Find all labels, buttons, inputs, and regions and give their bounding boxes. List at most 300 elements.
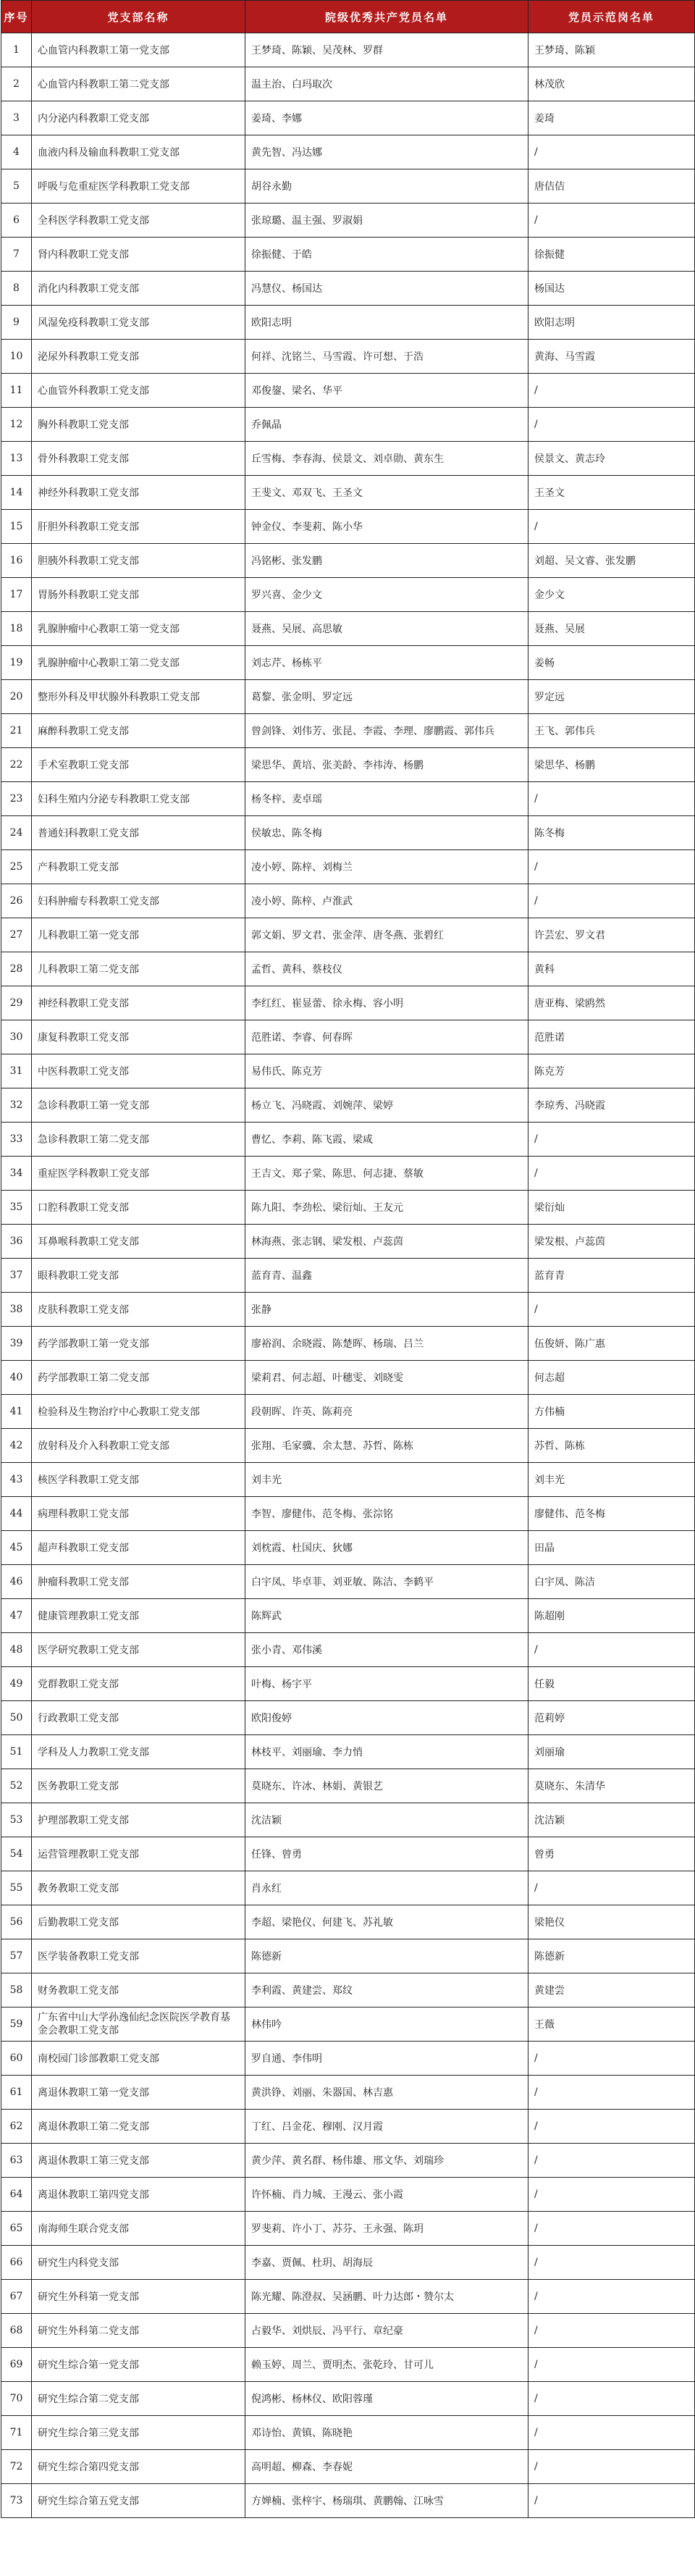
row-index: 64: [1, 2178, 32, 2212]
table-row: [1, 918, 695, 952]
model-post-members: 杨国达: [528, 272, 695, 306]
outstanding-members: 王斐文、邓双飞、王圣文: [245, 476, 528, 510]
row-index: 2: [1, 67, 32, 101]
table-row: [1, 1054, 695, 1088]
model-post-members: 莫晓东、朱清华: [528, 1769, 695, 1803]
table-row: [1, 1735, 695, 1769]
model-post-members: 林茂欣: [528, 67, 695, 101]
model-post-members: 苏哲、陈栋: [528, 1429, 695, 1463]
outstanding-members: 陈辉武: [245, 1599, 528, 1633]
outstanding-members: 张小青、邓伟溪: [245, 1633, 528, 1667]
branch-name: 产科教职工党支部: [32, 850, 245, 884]
branch-name: 后勤教职工党支部: [32, 1905, 245, 1939]
row-index: 42: [1, 1429, 32, 1463]
branch-name: 消化内科教职工党支部: [32, 272, 245, 306]
outstanding-members: 林伟吟: [245, 2007, 528, 2042]
outstanding-members: 黄洪铮、刘丽、朱器国、林吉惠: [245, 2076, 528, 2110]
outstanding-members: 姜琦、李娜: [245, 101, 528, 135]
row-index: 53: [1, 1803, 32, 1837]
branch-name: 广东省中山大学孙逸仙纪念医院医学教育基金会教职工党支部: [32, 2007, 245, 2042]
outstanding-members: 罗自通、李伟明: [245, 2042, 528, 2076]
outstanding-members: 徐振健、于皓: [245, 238, 528, 272]
branch-name: 研究生综合第二党支部: [32, 2382, 245, 2416]
table-row: [1, 2076, 695, 2110]
branch-name: 中医科教职工党支部: [32, 1054, 245, 1088]
model-post-members: 王梦琦、陈颖: [528, 33, 695, 67]
model-post-members: 方伟楠: [528, 1395, 695, 1429]
table-row: [1, 544, 695, 578]
table-row: [1, 1259, 695, 1293]
branch-name: 离退休教职工第二党支部: [32, 2110, 245, 2144]
outstanding-members: 胡谷永勤: [245, 169, 528, 204]
table-row: [1, 2212, 695, 2246]
branch-name: 整形外科及甲状腺外科教职工党支部: [32, 680, 245, 714]
branch-name: 学科及人力教职工党支部: [32, 1735, 245, 1769]
row-index: 51: [1, 1735, 32, 1769]
outstanding-members: 冯慧仪、杨国达: [245, 272, 528, 306]
row-index: 39: [1, 1327, 32, 1361]
branch-name: 行政教职工党支部: [32, 1701, 245, 1735]
row-index: 46: [1, 1565, 32, 1599]
row-index: 63: [1, 2144, 32, 2178]
branch-name: 检验科及生物治疗中心教职工党支部: [32, 1395, 245, 1429]
model-post-members: 黄科: [528, 952, 695, 986]
table-row: [1, 986, 695, 1020]
header-row: [1, 1, 695, 33]
table-row: [1, 33, 695, 67]
model-post-members: /: [528, 1293, 695, 1327]
table-row: [1, 680, 695, 714]
model-post-members: 沈洁颖: [528, 1803, 695, 1837]
model-post-members: 刘丽瑜: [528, 1735, 695, 1769]
table-row: [1, 1803, 695, 1837]
table-row: [1, 2246, 695, 2280]
row-index: 56: [1, 1905, 32, 1939]
outstanding-members: 梁思华、黄培、张美龄、李祎涛、杨鹏: [245, 748, 528, 782]
row-index: 55: [1, 1871, 32, 1905]
row-index: 61: [1, 2076, 32, 2110]
outstanding-members: 邓诗怡、黄镇、陈晓艳: [245, 2416, 528, 2450]
table-row: [1, 748, 695, 782]
row-index: 27: [1, 918, 32, 952]
outstanding-members: 叶梅、杨宇平: [245, 1667, 528, 1701]
row-index: 68: [1, 2314, 32, 2348]
row-index: 66: [1, 2246, 32, 2280]
table-row: [1, 374, 695, 408]
row-index: 14: [1, 476, 32, 510]
model-post-members: /: [528, 2484, 695, 2518]
outstanding-members: 凌小婷、陈梓、卢淮武: [245, 884, 528, 918]
outstanding-members: 林海燕、张志钢、梁发根、卢蕊茵: [245, 1225, 528, 1259]
row-index: 1: [1, 33, 32, 67]
model-post-members: 梁思华、杨鹏: [528, 748, 695, 782]
row-index: 15: [1, 510, 32, 544]
row-index: 32: [1, 1088, 32, 1123]
table-row: [1, 1225, 695, 1259]
row-index: 60: [1, 2042, 32, 2076]
branch-name: 心血管外科教职工党支部: [32, 374, 245, 408]
model-post-members: /: [528, 2416, 695, 2450]
model-post-members: /: [528, 2450, 695, 2484]
outstanding-members: 李超、梁艳仪、何建飞、苏礼敏: [245, 1905, 528, 1939]
branch-name: 内分泌内科教职工党支部: [32, 101, 245, 135]
branch-name: 离退休教职工第一党支部: [32, 2076, 245, 2110]
outstanding-members: 李智、廖健伟、范冬梅、张淙铭: [245, 1497, 528, 1531]
branch-name: 药学部教职工第一党支部: [32, 1327, 245, 1361]
row-index: 54: [1, 1837, 32, 1871]
branch-name: 神经科教职工党支部: [32, 986, 245, 1020]
branch-name: 研究生综合第一党支部: [32, 2348, 245, 2382]
model-post-members: 徐振健: [528, 238, 695, 272]
outstanding-members: 陈德新: [245, 1939, 528, 1973]
outstanding-members: 倪鸿彬、杨林仪、欧阳蓉瑾: [245, 2382, 528, 2416]
model-post-members: 金少文: [528, 578, 695, 612]
branch-name: 研究生综合第三党支部: [32, 2416, 245, 2450]
outstanding-members: 占毅华、刘烘辰、冯平行、章纪豪: [245, 2314, 528, 2348]
table-row: [1, 1088, 695, 1123]
branch-name: 麻醉科教职工党支部: [32, 714, 245, 748]
branch-name: 运营管理教职工党支部: [32, 1837, 245, 1871]
outstanding-members: 郭文娟、罗文君、张金萍、唐冬燕、张碧红: [245, 918, 528, 952]
branch-name: 医务教职工党支部: [32, 1769, 245, 1803]
row-index: 3: [1, 101, 32, 135]
table-row: [1, 476, 695, 510]
model-post-members: /: [528, 2212, 695, 2246]
model-post-members: /: [528, 204, 695, 238]
table-row: [1, 1020, 695, 1054]
branch-name: 心血管内科教职工第一党支部: [32, 33, 245, 67]
row-index: 72: [1, 2450, 32, 2484]
row-index: 18: [1, 612, 32, 646]
branch-name: 离退休教职工第四党支部: [32, 2178, 245, 2212]
branch-name: 医学研究教职工党支部: [32, 1633, 245, 1667]
row-index: 16: [1, 544, 32, 578]
model-post-members: 廖健伟、范冬梅: [528, 1497, 695, 1531]
outstanding-members: 孟哲、黄科、蔡枝仪: [245, 952, 528, 986]
outstanding-members: 曹忆、李莉、陈飞霞、梁咸: [245, 1123, 528, 1157]
outstanding-members: 聂燕、吴展、高思敏: [245, 612, 528, 646]
table-row: [1, 1123, 695, 1157]
outstanding-members: 侯敏忠、陈冬梅: [245, 816, 528, 850]
model-post-members: 刘超、吴文睿、张发鹏: [528, 544, 695, 578]
outstanding-members: 何祥、沈铭兰、马雪霞、许可想、于浩: [245, 340, 528, 374]
branch-name: 研究生综合第四党支部: [32, 2450, 245, 2484]
table-row: [1, 2416, 695, 2450]
table-row: [1, 1633, 695, 1667]
outstanding-members: 高明超、柳森、李春妮: [245, 2450, 528, 2484]
branch-name: 药学部教职工第二党支部: [32, 1361, 245, 1395]
model-post-members: 聂燕、吴展: [528, 612, 695, 646]
row-index: 62: [1, 2110, 32, 2144]
model-post-members: 黄建尝: [528, 1973, 695, 2007]
model-post-members: 陈超刚: [528, 1599, 695, 1633]
row-index: 22: [1, 748, 32, 782]
model-post-members: 侯景文、黄志玲: [528, 442, 695, 476]
outstanding-members: 肖永红: [245, 1871, 528, 1905]
branch-name: 医学装备教职工党支部: [32, 1939, 245, 1973]
outstanding-members: 温主治、白玛取次: [245, 67, 528, 101]
table-row: [1, 1463, 695, 1497]
row-index: 11: [1, 374, 32, 408]
outstanding-members: 刘志芹、杨栋平: [245, 646, 528, 680]
row-index: 67: [1, 2280, 32, 2314]
model-post-members: /: [528, 2110, 695, 2144]
branch-name: 肿瘤科教职工党支部: [32, 1565, 245, 1599]
row-index: 47: [1, 1599, 32, 1633]
branch-name: 研究生外科第二党支部: [32, 2314, 245, 2348]
row-index: 52: [1, 1769, 32, 1803]
table-row: [1, 169, 695, 204]
table-row: [1, 782, 695, 816]
branch-name: 眼科教职工党支部: [32, 1259, 245, 1293]
outstanding-members: 欧阳志明: [245, 306, 528, 340]
table-row: [1, 2178, 695, 2212]
outstanding-members: 廖裕润、余晓霞、陈楚晖、杨瑞、吕兰: [245, 1327, 528, 1361]
model-post-members: 唐亚梅、梁鸥然: [528, 986, 695, 1020]
branch-name: 重症医学科教职工党支部: [32, 1157, 245, 1191]
outstanding-members: 范胜诺、李睿、何春晖: [245, 1020, 528, 1054]
outstanding-members: 乔佩晶: [245, 408, 528, 442]
outstanding-members: 钟金仪、李斐莉、陈小华: [245, 510, 528, 544]
model-post-members: 陈冬梅: [528, 816, 695, 850]
branch-name: 乳腺肿瘤中心教职工第二党支部: [32, 646, 245, 680]
row-index: 29: [1, 986, 32, 1020]
model-post-members: 梁发根、卢蕊茵: [528, 1225, 695, 1259]
branch-name: 研究生综合第五党支部: [32, 2484, 245, 2518]
model-post-members: /: [528, 408, 695, 442]
outstanding-members: 王梦琦、陈颖、吴茂林、罗群: [245, 33, 528, 67]
table-row: [1, 204, 695, 238]
model-post-members: /: [528, 1633, 695, 1667]
row-index: 65: [1, 2212, 32, 2246]
model-post-members: /: [528, 2348, 695, 2382]
row-index: 69: [1, 2348, 32, 2382]
branch-name: 放射科及介入科教职工党支部: [32, 1429, 245, 1463]
row-index: 37: [1, 1259, 32, 1293]
table-row: [1, 1905, 695, 1939]
row-index: 20: [1, 680, 32, 714]
table-row: [1, 1361, 695, 1395]
branch-name: 全科医学科教职工党支部: [32, 204, 245, 238]
outstanding-members: 陈九阳、李劲松、梁衍灿、王友元: [245, 1191, 528, 1225]
row-index: 24: [1, 816, 32, 850]
model-post-members: 李琼秀、冯晓霞: [528, 1088, 695, 1123]
outstanding-members: 曾剑锋、刘伟芳、张昆、李霞、李理、廖鹏霞、郭伟兵: [245, 714, 528, 748]
branch-name: 乳腺肿瘤中心教职工第一党支部: [32, 612, 245, 646]
branch-name: 超声科教职工党支部: [32, 1531, 245, 1565]
table-row: [1, 2348, 695, 2382]
table-row: [1, 612, 695, 646]
outstanding-members: 张静: [245, 1293, 528, 1327]
model-post-members: 任毅: [528, 1667, 695, 1701]
table-row: [1, 2007, 695, 2042]
branch-name: 泌尿外科教职工党支部: [32, 340, 245, 374]
row-index: 40: [1, 1361, 32, 1395]
row-index: 25: [1, 850, 32, 884]
table-row: [1, 952, 695, 986]
outstanding-members: 杨冬梓、麦卓瑶: [245, 782, 528, 816]
table-row: [1, 442, 695, 476]
table-row: [1, 340, 695, 374]
row-index: 38: [1, 1293, 32, 1327]
branch-name: 急诊科教职工第一党支部: [32, 1088, 245, 1123]
model-post-members: /: [528, 1157, 695, 1191]
outstanding-members: 罗兴喜、金少文: [245, 578, 528, 612]
model-post-members: /: [528, 2382, 695, 2416]
branch-name: 血液内科及输血科教职工党支部: [32, 135, 245, 169]
table-row: [1, 1157, 695, 1191]
row-index: 43: [1, 1463, 32, 1497]
table-row: [1, 1327, 695, 1361]
model-post-members: 梁衍灿: [528, 1191, 695, 1225]
table-row: [1, 646, 695, 680]
row-index: 59: [1, 2007, 32, 2042]
model-post-members: /: [528, 884, 695, 918]
branch-name: 教务教职工党支部: [32, 1871, 245, 1905]
header-index: 序号: [1, 1, 32, 33]
table-row: [1, 2382, 695, 2416]
table-row: [1, 2144, 695, 2178]
outstanding-members: 李利霞、黄建尝、郑纹: [245, 1973, 528, 2007]
row-index: 70: [1, 2382, 32, 2416]
branch-name: 耳鼻喉科教职工党支部: [32, 1225, 245, 1259]
branch-name: 核医学科教职工党支部: [32, 1463, 245, 1497]
model-post-members: /: [528, 850, 695, 884]
table-body: [1, 33, 695, 2518]
outstanding-members: 丁红、吕金花、穆刚、汉月霞: [245, 2110, 528, 2144]
branch-name: 南校园门诊部教职工党支部: [32, 2042, 245, 2076]
model-post-members: 王薇: [528, 2007, 695, 2042]
table-row: [1, 578, 695, 612]
row-index: 50: [1, 1701, 32, 1735]
model-post-members: 范莉婷: [528, 1701, 695, 1735]
row-index: 73: [1, 2484, 32, 2518]
branch-name: 研究生外科第一党支部: [32, 2280, 245, 2314]
branch-name: 胃肠外科教职工党支部: [32, 578, 245, 612]
outstanding-members: 李红红、崔显蕾、徐永梅、容小明: [245, 986, 528, 1020]
row-index: 12: [1, 408, 32, 442]
table-row: [1, 408, 695, 442]
branch-name: 皮肤科教职工党支部: [32, 1293, 245, 1327]
model-post-members: 姜琦: [528, 101, 695, 135]
row-index: 10: [1, 340, 32, 374]
table-row: [1, 2484, 695, 2518]
branch-name: 胸外科教职工党支部: [32, 408, 245, 442]
row-index: 21: [1, 714, 32, 748]
branch-name: 康复科教职工党支部: [32, 1020, 245, 1054]
branch-name: 普通妇科教职工党支部: [32, 816, 245, 850]
table-row: [1, 67, 695, 101]
row-index: 49: [1, 1667, 32, 1701]
branch-name: 急诊科教职工第二党支部: [32, 1123, 245, 1157]
table-row: [1, 1429, 695, 1463]
model-post-members: 刘丰光: [528, 1463, 695, 1497]
outstanding-members: 李嘉、贾佩、杜玥、胡海辰: [245, 2246, 528, 2280]
outstanding-members: 赖玉婷、周兰、贾明杰、张乾玲、甘可儿: [245, 2348, 528, 2382]
outstanding-members: 方婵楠、张梓宇、杨瑞琪、黄鹏翰、江咏雪: [245, 2484, 528, 2518]
model-post-members: 范胜诺: [528, 1020, 695, 1054]
row-index: 7: [1, 238, 32, 272]
table-row: [1, 1599, 695, 1633]
model-post-members: /: [528, 2314, 695, 2348]
model-post-members: 许芸宏、罗文君: [528, 918, 695, 952]
row-index: 35: [1, 1191, 32, 1225]
model-post-members: 梁艳仪: [528, 1905, 695, 1939]
table-row: [1, 1701, 695, 1735]
row-index: 8: [1, 272, 32, 306]
outstanding-members: 杨立飞、冯晓霞、刘婉萍、梁婷: [245, 1088, 528, 1123]
table-row: [1, 850, 695, 884]
outstanding-members: 段朝晖、许英、陈莉亮: [245, 1395, 528, 1429]
outstanding-members: 刘枕霞、杜国庆、狄娜: [245, 1531, 528, 1565]
table-row: [1, 1395, 695, 1429]
branch-name: 心血管内科教职工第二党支部: [32, 67, 245, 101]
row-index: 26: [1, 884, 32, 918]
branch-name: 研究生内科党支部: [32, 2246, 245, 2280]
table-header: [1, 1, 695, 33]
table-row: [1, 1871, 695, 1905]
outstanding-members: 蓝育青、温鑫: [245, 1259, 528, 1293]
model-post-members: /: [528, 2246, 695, 2280]
outstanding-members: 张翔、毛家骥、余太慧、苏哲、陈栋: [245, 1429, 528, 1463]
branch-name: 骨外科教职工党支部: [32, 442, 245, 476]
table-row: [1, 1837, 695, 1871]
outstanding-members: 罗斐莉、许小丁、苏芬、王永强、陈玥: [245, 2212, 528, 2246]
model-post-members: 唐佶佶: [528, 169, 695, 204]
table-row: [1, 816, 695, 850]
table-row: [1, 1293, 695, 1327]
row-index: 6: [1, 204, 32, 238]
branch-name: 妇科肿瘤专科教职工党支部: [32, 884, 245, 918]
outstanding-members: 刘丰光: [245, 1463, 528, 1497]
row-index: 58: [1, 1973, 32, 2007]
table-row: [1, 2314, 695, 2348]
model-post-members: 姜畅: [528, 646, 695, 680]
header-branch-name: 党支部名称: [32, 1, 245, 33]
branch-name: 儿科教职工第二党支部: [32, 952, 245, 986]
branch-name: 南海师生联合党支部: [32, 2212, 245, 2246]
row-index: 5: [1, 169, 32, 204]
row-index: 28: [1, 952, 32, 986]
branch-name: 财务教职工党支部: [32, 1973, 245, 2007]
branch-name: 口腔科教职工党支部: [32, 1191, 245, 1225]
outstanding-members: 沈洁颖: [245, 1803, 528, 1837]
model-post-members: /: [528, 2144, 695, 2178]
header-model-post: 党员示范岗名单: [528, 1, 695, 33]
header-outstanding-members: 院级优秀共产党员名单: [245, 1, 528, 33]
row-index: 41: [1, 1395, 32, 1429]
table-row: [1, 1565, 695, 1599]
table-row: [1, 135, 695, 169]
table-row: [1, 1667, 695, 1701]
model-post-members: 欧阳志明: [528, 306, 695, 340]
table-row: [1, 2280, 695, 2314]
table-row: [1, 238, 695, 272]
branch-name: 呼吸与危重症医学科教职工党支部: [32, 169, 245, 204]
branch-name: 党群教职工党支部: [32, 1667, 245, 1701]
outstanding-members: 邓俊鋆、梁名、华平: [245, 374, 528, 408]
outstanding-members: 王吉文、郑子棠、陈思、何志捷、蔡敏: [245, 1157, 528, 1191]
table-row: [1, 2042, 695, 2076]
model-post-members: /: [528, 2280, 695, 2314]
outstanding-members: 欧阳俊婷: [245, 1701, 528, 1735]
outstanding-members: 梁莉君、何志超、叶穗雯、刘晓雯: [245, 1361, 528, 1395]
model-post-members: /: [528, 1123, 695, 1157]
outstanding-members: 林枝平、刘丽瑜、李力悄: [245, 1735, 528, 1769]
row-index: 23: [1, 782, 32, 816]
model-post-members: 田晶: [528, 1531, 695, 1565]
model-post-members: /: [528, 1871, 695, 1905]
